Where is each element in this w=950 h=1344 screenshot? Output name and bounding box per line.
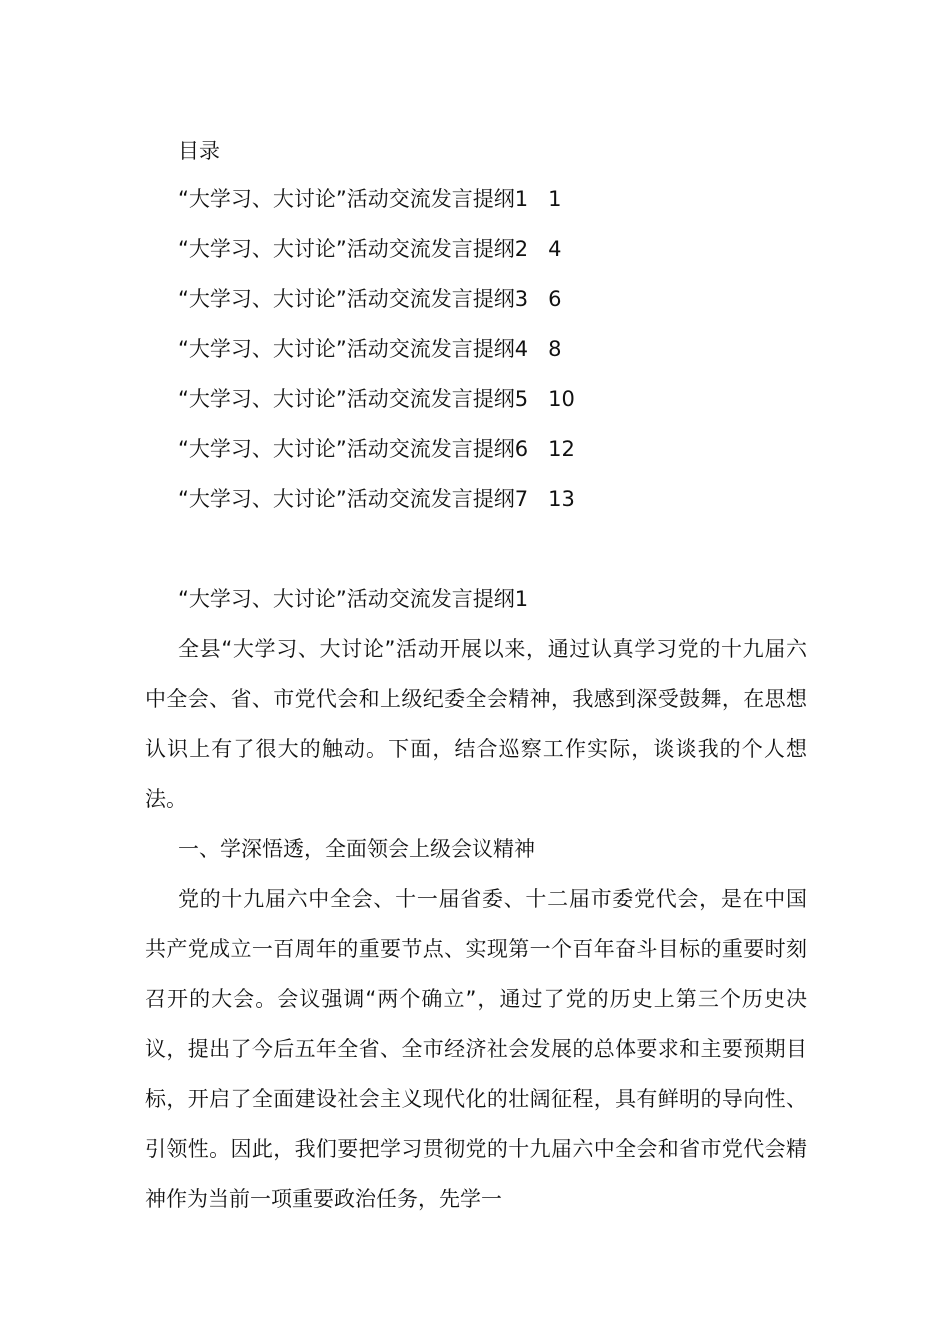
toc-item-label: “大学习、大讨论”活动交流发言提纲5 — [178, 387, 529, 411]
toc-list — [178, 184, 575, 534]
toc-item-label: “大学习、大讨论”活动交流发言提纲1 — [178, 187, 529, 211]
toc-item-label: “大学习、大讨论”活动交流发言提纲3 — [178, 287, 529, 311]
toc-item-5[interactable] — [178, 384, 575, 434]
toc-item-label: “大学习、大讨论”活动交流发言提纲6 — [178, 437, 529, 461]
toc-item-page: 4 — [548, 237, 562, 261]
toc-item-2[interactable] — [178, 234, 575, 284]
toc-item-label: “大学习、大讨论”活动交流发言提纲2 — [178, 237, 529, 261]
toc-item-7[interactable] — [178, 484, 575, 534]
toc-item-page: 8 — [548, 337, 562, 361]
section-title: “大学习、大讨论”活动交流发言提纲1 — [178, 587, 529, 611]
toc-item-1[interactable] — [178, 184, 575, 234]
toc-item-label: “大学习、大讨论”活动交流发言提纲7 — [178, 487, 529, 511]
toc-item-page: 10 — [548, 387, 575, 411]
section-heading: 一、学深悟透，全面领会上级会议精神 — [178, 837, 535, 861]
body-paragraph: 全县“大学习、大讨论”活动开展以来，通过认真学习党的十九届六中全会、省、市党代会和上级纪委全会精神，我感到深受鼓舞，在思想认识上有了很大的触动。下面，结合巡察工作实际，谈谈我的个人想法。 — [145, 637, 807, 811]
toc-item-label: “大学习、大讨论”活动交流发言提纲4 — [178, 337, 529, 361]
toc-item-page: 1 — [548, 187, 562, 211]
toc-item-page: 13 — [548, 487, 575, 511]
toc-item-3[interactable] — [178, 284, 575, 334]
toc-item-4[interactable] — [178, 334, 575, 384]
toc-item-page: 12 — [548, 437, 575, 461]
body-paragraph: 党的十九届六中全会、十一届省委、十二届市委党代会，是在中国共产党成立一百周年的重要节点、实现第一个百年奋斗目标的重要时刻召开的大会。会议强调“两个确立”，通过了党的历史上第三个历史决议，提出了今后五年全省、全市经济社会发展的总体要求和主要预期目标，开启了全面建设社会主义现代化的壮阔征程，具有鲜明的导向性、引领性。因此，我们要把学习贯彻党的十九届六中全会和省市党代会精神作为当前一项重要政治任务，先学一 — [145, 887, 807, 1211]
toc-title: 目录 — [178, 139, 220, 163]
toc-item-6[interactable] — [178, 434, 575, 484]
toc-item-page: 6 — [548, 287, 562, 311]
